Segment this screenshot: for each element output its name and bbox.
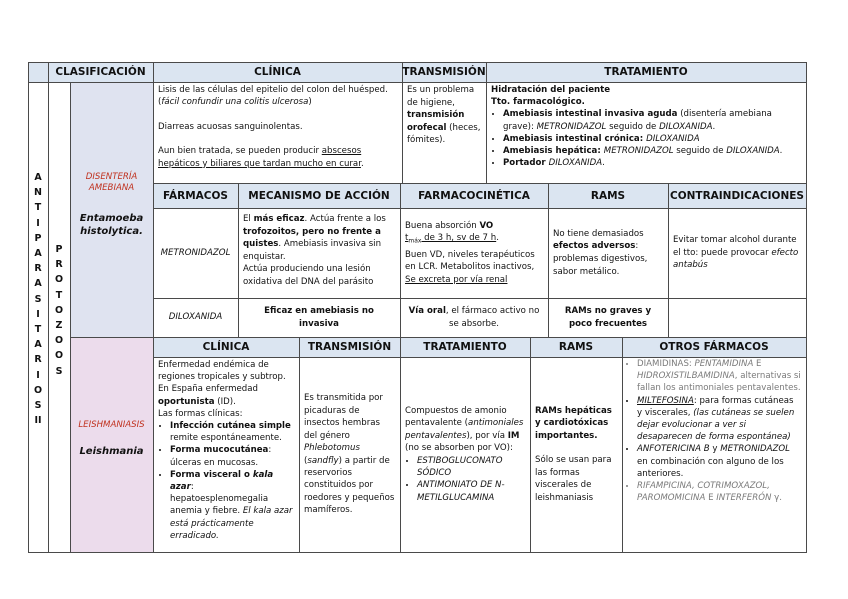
disenteria-title	[70, 172, 153, 194]
protozoos-letter: O	[54, 304, 64, 316]
leish-clin-l3: Las formas clínicas:	[158, 408, 243, 419]
antiparasitarios-letter: S	[34, 400, 42, 412]
diloxanida-rams: RAMs no graves y poco frecuentes	[564, 305, 652, 329]
antiparasitarios-letter: A	[34, 172, 42, 183]
subheader-mecanismo: MECANISMO DE ACCIÓN	[248, 189, 390, 202]
leish-transmision: Es transmitida por picaduras de insectos hembras del género Phlebotomus (sandfly) a partir de reservorios constituidos por roedores y pequeños mamíferos.	[304, 393, 395, 516]
clinica-p3b: abscesos hepáticos y biliares que tardan mucho en curar	[158, 146, 362, 169]
subheader-rams: RAMS	[590, 189, 626, 202]
header-clasificacion: CLASIFICACIÓN	[55, 66, 146, 78]
diloxanida-farmacocinetica: Vía oral, el fármaco activo no se absorbe.	[408, 305, 540, 329]
leish-clinica: Enfermedad endémica de regiones tropicales y subtrop. En España enfermedad oportunista (ID). Las formas clínicas: • Infección cutánea simple remite espontáneamente. • Forma mucocutánea: úlceras en mucosas. • Forma visceral o kala azar: hepatoesplenomegalia anemia y fiebre. El kala azar está prácticamente erradicado.	[153, 357, 299, 552]
protozoos-letter: O	[54, 350, 64, 362]
disenteria-tratamiento	[486, 82, 806, 183]
leish-header-tratamiento: TRATAMIENTO	[423, 341, 507, 353]
drug-metronidazol: METRONIDAZOL	[160, 247, 231, 258]
leish-organism: Leishmania	[79, 446, 144, 457]
leish-header-transmision: TRANSMISIÓN	[307, 341, 392, 353]
metronidazol-farmacocinetica: Buena absorción VO $t_{máx}$ de 3 h, sv de 7 h. Buen VD, niveles terapéuticos en LCR. Metabolitos inactivos, Se excreta por vía renal	[400, 208, 548, 298]
protozoos-letter: O	[54, 274, 64, 286]
metronidazol-contra: Evitar tomar alcohol durante el tto: puede provocar efecto antabús	[673, 235, 799, 271]
trat-l1: Hidratación del paciente	[491, 85, 611, 95]
leish-trat-list: • ESTIBOGLUCONATO SÓDICO • ANTIMONIATO DE N-METILGLUCAMINA	[405, 455, 525, 505]
leish-rams-a: RAMs hepáticas y cardiotóxicas importantes.	[535, 406, 612, 441]
clinica-p1c: )	[308, 97, 312, 108]
antiparasitarios-letter: A	[34, 248, 42, 260]
clinica-p3a: Aun bien tratada, se pueden producir	[158, 146, 322, 157]
trat-item-4: • Portador DILOXANIDA.	[503, 157, 801, 169]
trat-item-1: • Amebiasis intestinal invasiva aguda (disentería amebiana grave): METRONIDAZOL seguido de DILOXANIDA.	[503, 108, 801, 132]
antiparasitarios-letter: P	[34, 232, 42, 244]
antiparasitarios-letter: N	[34, 187, 42, 199]
antiparasitarios-letter: R	[34, 354, 42, 366]
fc-f: Buen VD, niveles terapéuticos en LCR. Metabolitos inactivos,	[405, 249, 535, 273]
trat-item-2: • Amebiasis intestinal crónica: DILOXANIDA	[503, 133, 801, 145]
clinica-p2: Diarreas acuosas sanguinolentas.	[158, 121, 303, 132]
antiparasitarios-letter: T	[34, 324, 42, 336]
leish-name: LEISHMANIASIS	[78, 420, 145, 430]
clinica-p1a: Lisis de las células del epitelio del colon del huésped. (	[158, 85, 388, 108]
disenteria-clinica	[153, 82, 402, 183]
leish-clin-l1: Enfermedad endémica de regiones tropicales y subtrop.	[158, 360, 286, 383]
leish-tratamiento: Compuestos de amonio pentavalente (antimoniales pentavalentes), por vía IM (no se absorben por VO): • ESTIBOGLUCONATO SÓDICO • ANTIMONIATO DE N-METILGLUCAMINA	[400, 357, 530, 552]
protozoos-letter: P	[55, 244, 63, 255]
trat-l2: Tto. farmacológico.	[491, 97, 585, 108]
antiparasitarios-letter: R	[34, 263, 42, 275]
clinica-p3c: .	[360, 158, 364, 169]
organism-line1: Entamoeba	[79, 213, 144, 224]
header-transmision: TRANSMISIÓN	[402, 66, 486, 78]
diloxanida-mecanismo: Eficaz en amebiasis no invasiva	[264, 305, 374, 329]
antiparasitarios-letter: O	[33, 384, 43, 396]
antiparasitarios-letter: A	[34, 278, 42, 290]
antiparasitarios-letter: I	[36, 369, 40, 381]
antiparasitarios-letter: I	[36, 308, 40, 320]
subheader-farmacos: FÁRMACOS	[163, 189, 228, 202]
trat-item-3: • Amebiasis hepática: METRONIDAZOL seguido de DILOXANIDA.	[503, 145, 801, 157]
disenteria-name-line2: AMEBIANA	[88, 183, 135, 193]
mec-f: Actúa produciendo una lesión oxidativa del DNA del parásito	[243, 264, 374, 287]
antiparasitarios-label	[28, 170, 48, 428]
header-tratamiento: TRATAMIENTO	[604, 66, 688, 78]
protozoos-label	[48, 242, 70, 379]
antiparasitarios-letter: T	[34, 202, 42, 214]
protozoos-letter: R	[55, 259, 63, 271]
metronidazol-rams: No tiene demasiados efectos adversos: problemas digestivos, sabor metálico.	[553, 228, 648, 277]
leish-otros: • DIAMIDINAS: PENTAMIDINA E HIDROXISTILBAMIDINA, alternativas si fallan los antimoniales pentavalentes. • MILTEFOSINA: para formas cutáneas y viscerales, (las cutáneas se suelen dejar evolucionar a ver si desaparecen de forma espontánea) • ANFOTERICINA B y METRONIDAZOL en combinación con alguno de los anteriores. • RIFAMPICINA, COTRIMOXAZOL, PAROMOMICINA E INTERFERÓN γ.	[622, 357, 806, 552]
drug-diloxanida: DILOXANIDA	[168, 312, 223, 323]
antiparasitarios-letter: I	[36, 217, 40, 229]
subheader-farmacocinetica: FARMACOCINÉTICA	[418, 189, 530, 202]
organism-line2: histolytica.	[80, 226, 143, 237]
header-clinica: CLÍNICA	[254, 66, 301, 78]
disenteria-title-cell	[70, 82, 153, 337]
antiparasitarios-letter: A	[34, 339, 42, 351]
clinica-p1b: fácil confundir una colitis ulcerosa	[161, 97, 309, 108]
protozoos-letter: S	[55, 365, 63, 377]
protozoos-letter: O	[54, 335, 64, 347]
trat-list	[491, 108, 801, 169]
protozoos-letter: Z	[55, 320, 63, 332]
leish-header-clinica: CLÍNICA	[202, 341, 250, 353]
disenteria-organism	[70, 212, 153, 238]
leish-header-rams: RAMS	[558, 341, 594, 353]
leish-rams-b: Sólo se usan para las formas viscerales de leishmaniasis	[535, 455, 612, 503]
leish-clin-list: • Infección cutánea simple remite espontáneamente. • Forma mucocutánea: úlceras en mucosas. • Forma visceral o kala azar: hepatoesplenomegalia anemia y fiebre. El kala azar está prácticamente erradicado.	[158, 420, 294, 542]
fc-g: Se excreta por vía renal	[405, 274, 508, 285]
trans-b: transmisión orofecal	[407, 110, 465, 133]
metronidazol-mecanismo: El más eficaz. Actúa frente a los trofozoitos, pero no frente a quistes. Amebiasis invasiva sin enquistar. Actúa produciendo una lesión oxidativa del DNA del parásito	[238, 208, 400, 298]
leish-title	[70, 420, 153, 430]
disenteria-name-line1: DISENTERÍA	[85, 172, 138, 182]
antiparasitarios-letter: S	[34, 293, 42, 305]
disenteria-transmision	[402, 82, 486, 183]
leish-header-otros: OTROS FÁRMACOS	[659, 341, 769, 353]
leish-rams	[530, 357, 622, 552]
trans-c: (heces, fómites).	[407, 122, 481, 146]
protozoos-letter: T	[55, 289, 63, 301]
trans-a: Es un problema de higiene,	[407, 85, 475, 108]
antiparasitarios-letter: II	[34, 415, 42, 427]
subheader-contra: CONTRAINDICACIONES	[669, 189, 804, 202]
leish-title-cell	[70, 337, 153, 552]
